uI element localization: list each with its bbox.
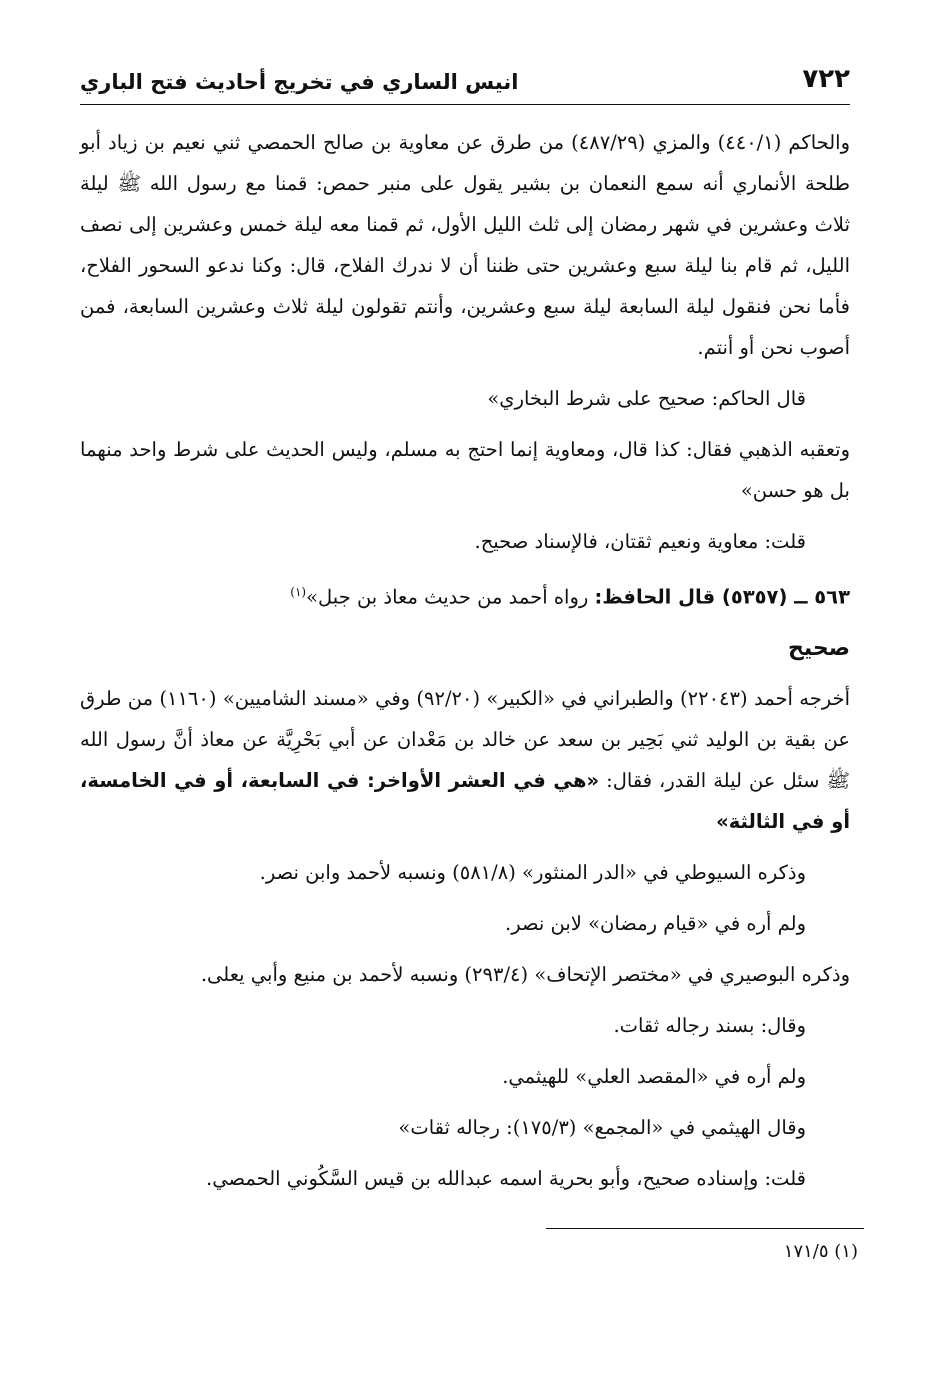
- paragraph-conclusion: قلت: وإسناده صحيح، وأبو بحرية اسمه عبدالله بن قيس السَّكُوني الحمصي.: [206, 1166, 806, 1190]
- page-header: [80, 62, 850, 105]
- paragraph-ibn-nasr: ولم أره في «قيام رمضان» لابن نصر.: [505, 911, 806, 935]
- footnote: (١) ١٧١/٥: [783, 1241, 858, 1262]
- paragraph-busiri-verdict: وقال: بسند رجاله ثقات.: [613, 1013, 806, 1037]
- takhrij-text: أخرجه أحمد (٢٢٠٤٣) والطبراني في «الكبير» (٩٢/٢٠) وفي «مسند الشاميين» (١١٦٠) من طرق عن بقية بن الوليد ثني بَحِير بن سعد عن خالد بن مَعْدان عن أبي بَحْرِيَّة عن معاذ أنَّ رسول الله ﷺ سئل عن ليلة القدر، فقال:: [80, 686, 851, 792]
- paragraph-busiri: وذكره البوصيري في «مختصر الإتحاف» (٢٩٣/٤) ونسبه لأحمد بن منيع وأبي يعلى.: [200, 962, 850, 986]
- paragraph-takhrij: [80, 678, 850, 842]
- footnote-marker: (١): [290, 585, 307, 599]
- page-number: ٧٢٢: [802, 64, 850, 94]
- footnote-divider: [546, 1228, 864, 1229]
- entry-text: رواه أحمد من حديث معاذ بن جبل»: [306, 585, 589, 609]
- hadith-entry-563: [80, 572, 850, 618]
- grading-heading: صحيح: [788, 635, 850, 661]
- paragraph-hakim-narration: والحاكم (٤٤٠/١) والمزي (٤٨٧/٢٩) من طرق عن معاوية بن صالح الحمصي ثني نعيم بن زياد أبو طلحة الأنماري أنه سمع النعمان بن بشير يقول على منبر حمص: قمنا مع رسول الله ﷺ ليلة ثلاث وعشرين في شهر رمضان إلى ثلث الليل الأول، ثم قمنا معه ليلة خمس وعشرين إلى نصف الليل، ثم قام بنا ليلة سبع وعشرين حتى ظننا أن لا ندرك الفلاح، قال: وكنا ندعو السحور الفلاح، فأما نحن فنقول ليلة السابعة ليلة سبع وعشرين، وأنتم تقولون ليلة ثلاث وعشرين السابعة، فمن أصوب نحن أو أنتم.: [80, 131, 851, 359]
- paragraph-suyuti: وذكره السيوطي في «الدر المنثور» (٥٨١/٨) ونسبه لأحمد وابن نصر.: [259, 860, 806, 884]
- hadith-matn-bold: «هي في العشر الأواخر: في السابعة، أو في الخامسة، أو في الثالثة»: [80, 768, 850, 833]
- paragraph-hakim-verdict: قال الحاكم: صحيح على شرط البخاري»: [487, 387, 806, 410]
- entry-number-label: ٥٦٣ ــ (٥٣٥٧) قال الحافظ:: [594, 585, 850, 609]
- paragraph-author-verdict: قلت: معاوية ونعيم ثقتان، فالإسناد صحيح.: [474, 530, 806, 553]
- book-title: انيس الساري في تخريج أحاديث فتح الباري: [80, 70, 519, 94]
- page-body: [80, 122, 850, 1209]
- paragraph-maqsad: ولم أره في «المقصد العلي» للهيثمي.: [502, 1064, 806, 1088]
- paragraph-haythami: وقال الهيثمي في «المجمع» (١٧٥/٣): رجاله ثقات»: [398, 1115, 806, 1139]
- paragraph-dhahabi-comment: وتعقبه الذهبي فقال: كذا قال، ومعاوية إنما احتج به مسلم، وليس الحديث على شرط واحد منهما بل هو حسن»: [80, 438, 850, 502]
